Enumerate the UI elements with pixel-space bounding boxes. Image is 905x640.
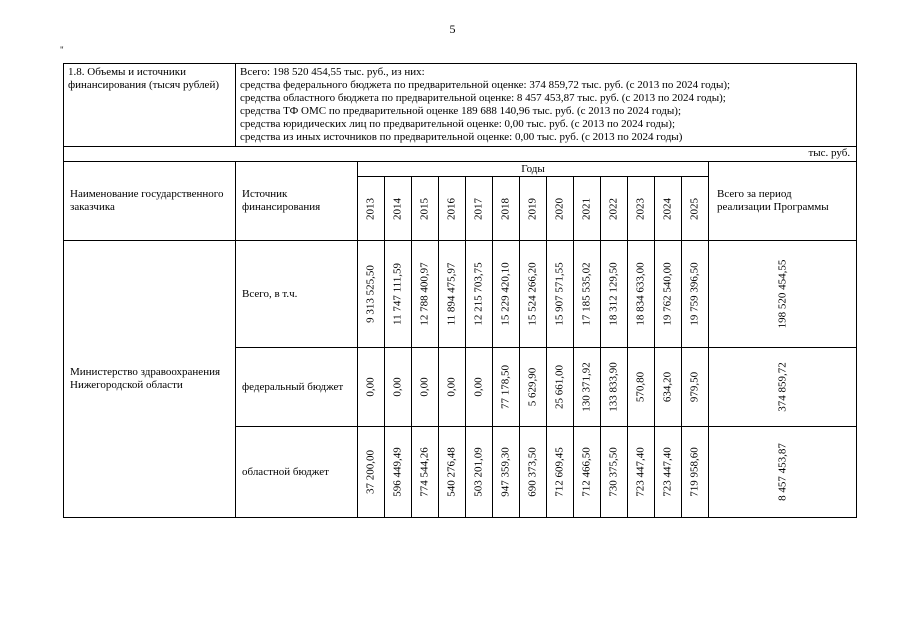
value-cell: 634,20	[661, 371, 674, 403]
value-cell: 979,50	[688, 371, 701, 403]
value-cell: 719 958,60	[688, 447, 701, 497]
value-cell: 503 201,09	[472, 447, 485, 497]
value-cell: 0,00	[418, 377, 431, 397]
value-cell: 570,80	[634, 371, 647, 403]
value-cell: 9 313 525,50	[364, 265, 377, 323]
summary-line: Всего: 198 520 454,55 тыс. руб., из них:	[240, 66, 425, 78]
customer-name: Министерство здравоохранения Нижегородской области	[64, 241, 236, 518]
source-name: федеральный бюджет	[236, 348, 358, 427]
section-summary	[236, 64, 857, 147]
summary-line: средства областного бюджета по предварительной оценке: 8 457 453,87 тыс. руб. (с 2013 по 2024 годы);	[240, 92, 726, 104]
year-header: 2014	[391, 197, 404, 220]
summary-line: средства из иных источников по предварительной оценке: 0,00 тыс. руб. (с 2013 по 2024 годы)	[240, 131, 683, 143]
opening-quote-mark: "	[60, 45, 64, 55]
year-header: 2020	[553, 197, 566, 220]
value-cell: 774 544,26	[418, 447, 431, 497]
value-cell: 18 834 633,00	[634, 262, 647, 326]
value-cell: 730 375,50	[607, 447, 620, 497]
value-cell: 17 185 535,02	[580, 262, 593, 326]
total-cell: 374 859,72	[776, 362, 789, 412]
year-header: 2016	[445, 197, 458, 220]
page-number: 5	[449, 22, 456, 36]
source-header: Источник финансирования	[236, 162, 358, 241]
year-header: 2018	[499, 197, 512, 220]
value-cell: 130 371,92	[580, 362, 593, 412]
summary-line: средства ТФ ОМС по предварительной оценке 189 688 140,96 тыс. руб. (с 2013 по 2024 годы);	[240, 105, 682, 117]
value-cell: 12 788 400,97	[418, 262, 431, 326]
year-header: 2015	[418, 197, 431, 220]
units-row	[64, 147, 857, 162]
financing-table	[63, 63, 857, 518]
total-cell: 8 457 453,87	[776, 443, 789, 501]
year-header: 2023	[634, 197, 647, 220]
value-cell: 19 759 396,50	[688, 262, 701, 326]
year-header: 2017	[472, 197, 485, 220]
summary-line: средства юридических лиц по предварительной оценке: 0,00 тыс. руб. (с 2013 по 2024 годы);	[240, 118, 675, 130]
source-name: Всего, в т.ч.	[236, 241, 358, 348]
value-cell: 712 609,45	[553, 447, 566, 497]
value-cell: 723 447,40	[634, 447, 647, 497]
value-cell: 0,00	[391, 377, 404, 397]
value-cell: 947 359,30	[499, 447, 512, 497]
year-header: 2021	[580, 197, 593, 220]
value-cell: 540 276,48	[445, 447, 458, 497]
value-cell: 133 833,90	[607, 362, 620, 412]
years-title: Годы	[358, 162, 709, 177]
year-header: 2022	[607, 197, 620, 220]
value-cell: 723 447,40	[661, 447, 674, 497]
total-cell: 198 520 454,55	[776, 259, 789, 329]
total-header: Всего за период реализации Программы	[709, 162, 857, 241]
year-header: 2019	[526, 197, 539, 220]
section-label: 1.8. Объемы и источники финансирования (тысяч рублей)	[64, 64, 236, 147]
units-label: тыс. руб.	[64, 147, 857, 162]
value-cell: 15 907 571,55	[553, 262, 566, 326]
year-header: 2024	[661, 197, 674, 220]
value-cell: 25 661,00	[553, 365, 566, 409]
value-cell: 596 449,49	[391, 447, 404, 497]
summary-row	[64, 64, 857, 147]
table-row	[64, 241, 857, 348]
value-cell: 77 178,50	[499, 365, 512, 409]
value-cell: 15 229 420,10	[499, 262, 512, 326]
value-cell: 19 762 540,00	[661, 262, 674, 326]
value-cell: 11 894 475,97	[445, 262, 458, 326]
source-name: областной бюджет	[236, 427, 358, 518]
customer-header: Наименование государственного заказчика	[64, 162, 236, 241]
value-cell: 5 629,90	[526, 367, 539, 407]
value-cell: 12 215 703,75	[472, 262, 485, 326]
value-cell: 0,00	[445, 377, 458, 397]
value-cell: 11 747 111,59	[391, 262, 404, 326]
value-cell: 15 524 266,20	[526, 262, 539, 326]
value-cell: 712 466,50	[580, 447, 593, 497]
value-cell: 690 373,50	[526, 447, 539, 497]
value-cell: 0,00	[364, 377, 377, 397]
year-header: 2013	[364, 197, 377, 220]
year-header: 2025	[688, 197, 701, 220]
summary-line: средства федерального бюджета по предварительной оценке: 374 859,72 тыс. руб. (с 2013 по 2024 годы);	[240, 79, 731, 91]
value-cell: 0,00	[472, 377, 485, 397]
value-cell: 37 200,00	[364, 450, 377, 494]
header-row	[64, 162, 857, 177]
value-cell: 18 312 129,50	[607, 262, 620, 326]
